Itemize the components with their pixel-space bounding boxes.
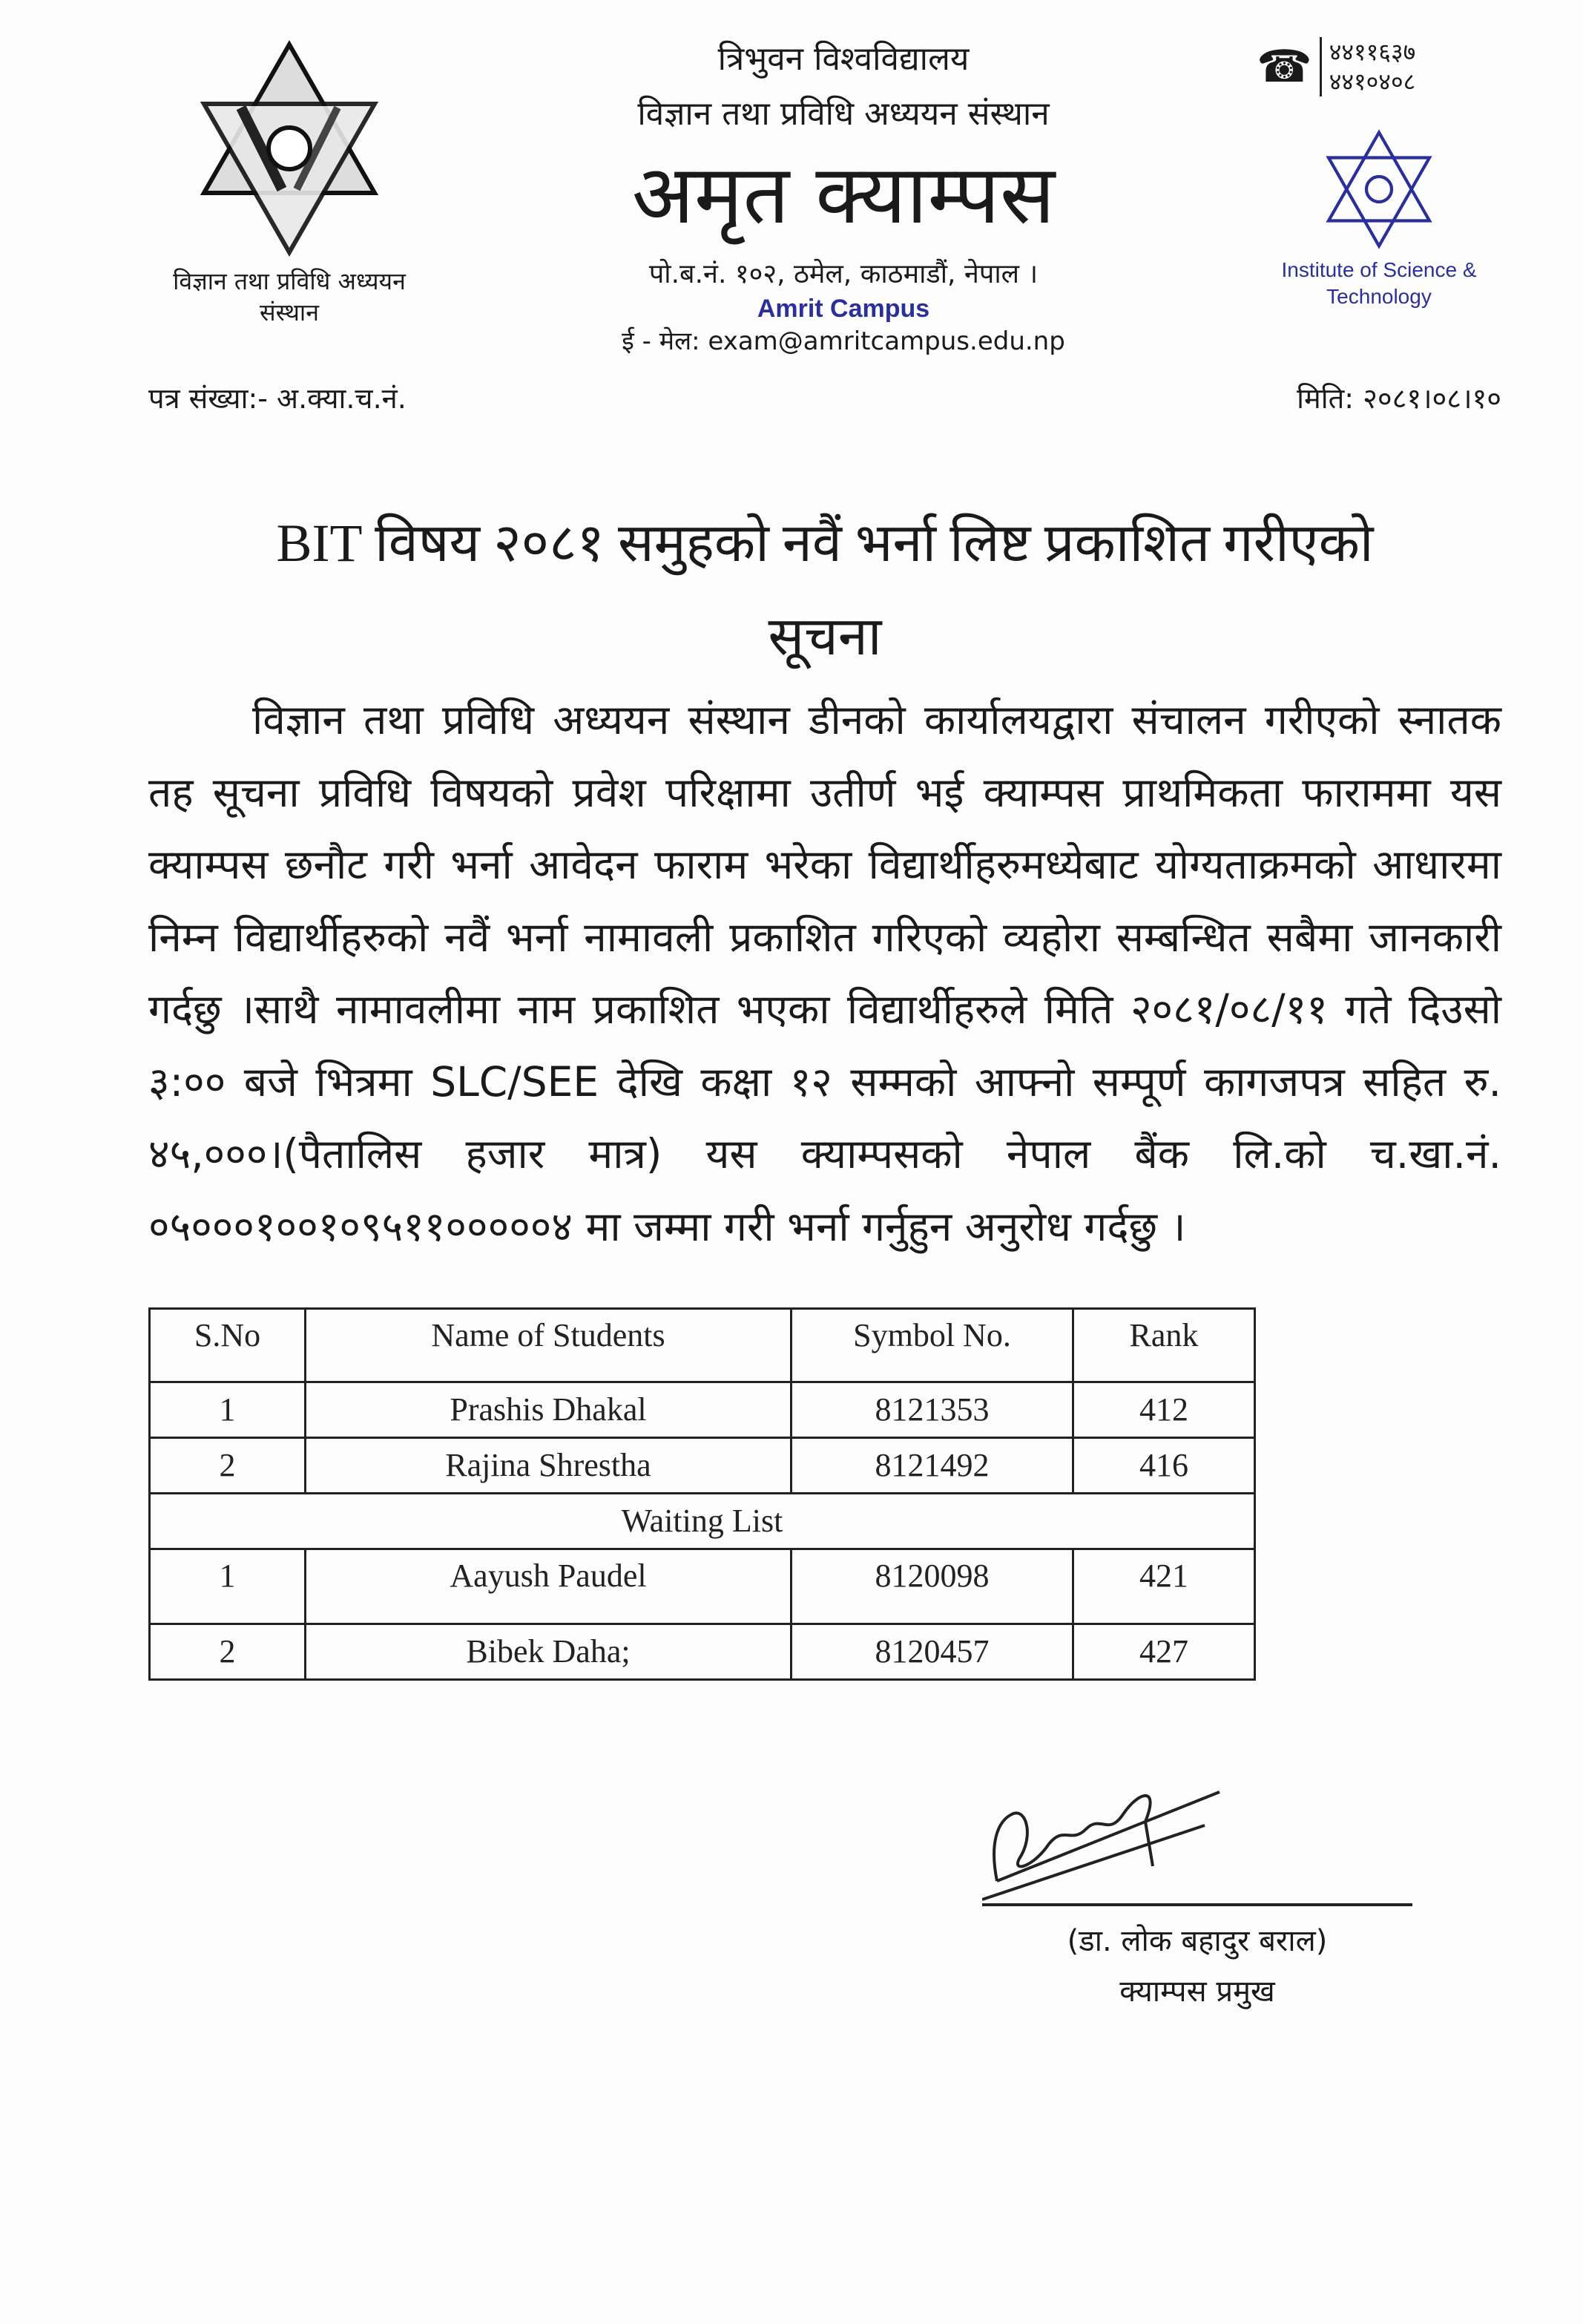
table-row — [150, 1549, 1255, 1624]
telephone-icon: ☎ — [1257, 41, 1312, 93]
admission-list-table — [148, 1307, 1256, 1681]
notice-body: विज्ञान तथा प्रविधि अध्ययन संस्थान डीनको कार्यालयद्वारा संचालन गरीएको स्नातक तह सूचना प्रविधि विषयको प्रवेश परिक्षामा उतीर्ण भई क्याम्पस प्राथमिकता फाराममा यस क्याम्पस छनौट गरी भर्ना आवेदन फाराम भरेका विद्यार्थीहरुमध्येबाट योग्यताक्रमको आधारमा निम्न विद्यार्थीहरुको नवैं भर्ना नामावली प्रकाशित गरिएको व्यहोरा सम्बन्धित सबैमा जानकारी गर्दछु ।साथै नामावलीमा नाम प्रकाशित भएका विद्यार्थीहरुले मिति २०८१/०८/११ गते दिउसो ३:०० बजे भित्रमा SLC/SEE देखि कक्षा १२ सम्मको आफ्नो सम्पूर्ण कागजपत्र सहित रु. ४५,०००।(पैतालिस हजार मात्र) यस क्याम्पसको नेपाल बैंक लि.को च.खा.नं. ०५०००१००१०९५११०००००४ मा जम्मा गरी भर्ना गर्नुहुन अनुरोध गर्दछु । — [148, 696, 1501, 1250]
serial-cell: 2 — [150, 1624, 306, 1680]
phone-block — [1257, 37, 1501, 96]
table-row — [150, 1438, 1255, 1494]
student-name-cell: Prashis Dhakal — [306, 1382, 792, 1438]
serial-cell: 1 — [150, 1382, 306, 1438]
campus-name: अमृत क्याम्पस — [631, 147, 1056, 242]
rank-cell: 427 — [1073, 1624, 1255, 1680]
seal-star-icon — [1316, 126, 1442, 252]
symbol-cell: 8121492 — [792, 1438, 1073, 1494]
waiting-list-row — [150, 1494, 1255, 1549]
logo-caption: विज्ञान तथा प्रविधि अध्ययन संस्थान — [173, 267, 406, 326]
rank-cell: 421 — [1073, 1549, 1255, 1624]
signature-line — [982, 1903, 1412, 1906]
notice-title: BIT विषय २०८१ समुहको नवैं भर्ना लिष्ट प्रकाशित गरीएको — [276, 513, 1374, 573]
institute-logo — [178, 37, 401, 260]
symbol-cell: 8120098 — [792, 1549, 1073, 1624]
student-name-cell: Rajina Shrestha — [306, 1438, 792, 1494]
phone-number: ४४११६३७ — [1329, 38, 1416, 66]
signature-block — [982, 1755, 1412, 2012]
letterhead-row — [148, 37, 1501, 358]
seal-campus-text: Amrit Campus — [757, 295, 930, 323]
column-header: S.No — [150, 1309, 306, 1382]
signatory-name: (डा. लोक बहादुर बराल) — [1067, 1924, 1328, 1958]
reference-number: पत्र संख्या:- अ.क्या.च.नं. — [148, 382, 407, 415]
waiting-list-label: Waiting List — [150, 1494, 1255, 1549]
symbol-cell: 8121353 — [792, 1382, 1073, 1438]
student-name-cell: Aayush Paudel — [306, 1549, 792, 1624]
column-header: Rank — [1073, 1309, 1255, 1382]
phone-number: ४४१०४०८ — [1329, 68, 1416, 96]
signatory-title: क्याम्पस प्रमुख — [1119, 1975, 1275, 2009]
rank-cell: 416 — [1073, 1438, 1255, 1494]
table-row — [150, 1382, 1255, 1438]
email-label: ई - मेल: — [622, 326, 700, 356]
letterhead — [452, 37, 1234, 358]
contact-column — [1257, 37, 1501, 310]
university-name: त्रिभुवन विश्वविद्यालय — [717, 40, 970, 78]
symbol-cell: 8120457 — [792, 1624, 1073, 1680]
campus-address: पो.ब.नं. १०२, ठमेल, काठमाडौं, नेपाल । — [648, 259, 1039, 289]
student-name-cell: Bibek Daha; — [306, 1624, 792, 1680]
table-row — [150, 1624, 1255, 1680]
rank-cell: 412 — [1073, 1382, 1255, 1438]
column-header: Symbol No. — [792, 1309, 1073, 1382]
institute-seal-stamp — [1257, 126, 1501, 310]
serial-cell: 2 — [150, 1438, 306, 1494]
column-header: Name of Students — [306, 1309, 792, 1382]
institute-logo-block — [148, 37, 430, 328]
seal-text: Institute of Science & Technology — [1281, 258, 1477, 308]
notice-heading: सूचना — [768, 605, 882, 667]
email-address: exam@amritcampus.edu.np — [708, 326, 1065, 356]
serial-cell: 1 — [150, 1549, 306, 1624]
reference-row — [148, 380, 1501, 417]
institute-name: विज्ञान तथा प्रविधि अध्ययन संस्थान — [637, 95, 1050, 133]
table-header-row — [150, 1309, 1255, 1382]
letter-date: मिति: २०८१।०८।१० — [1297, 382, 1501, 415]
signature — [982, 1755, 1227, 1903]
